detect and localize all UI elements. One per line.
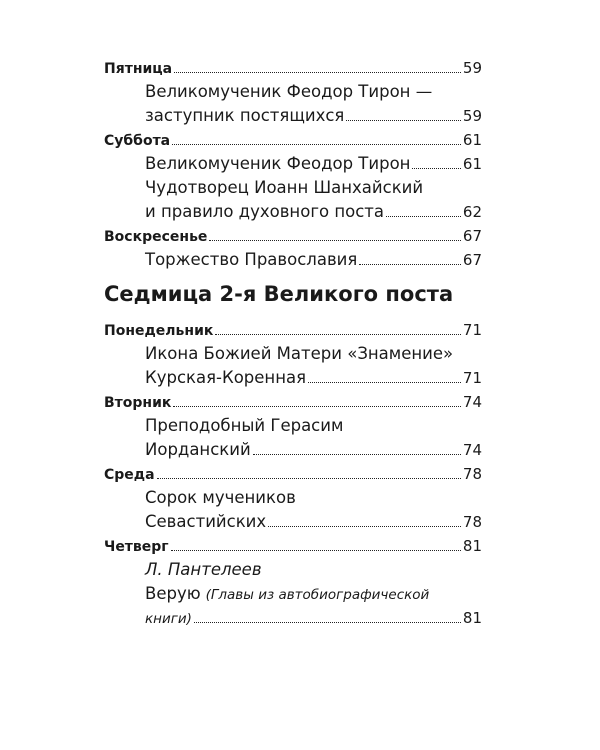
page-number: 71 <box>462 321 482 339</box>
entry-note: книги) <box>145 610 192 627</box>
entry-line: Севастийских <box>145 511 267 531</box>
page-number: 81 <box>462 537 482 555</box>
page-number: 71 <box>462 369 482 387</box>
entry-line: Иорданский <box>145 439 251 459</box>
dot-leader <box>359 264 461 265</box>
entry-line: Икона Божией Матери «Знамение» <box>145 343 454 363</box>
entry-line: заступник постящихся <box>145 105 345 125</box>
page-number: 59 <box>462 59 482 77</box>
dot-leader <box>253 454 461 455</box>
day-label: Четверг <box>104 539 169 555</box>
dot-leader <box>268 526 461 527</box>
page-number: 61 <box>462 131 482 149</box>
dot-leader <box>194 622 461 623</box>
toc-day-monday <box>0 314 600 388</box>
dot-leader <box>215 334 461 335</box>
entry-line: Великомученик Феодор Тирон — <box>145 81 433 101</box>
page-number: 59 <box>462 107 482 125</box>
day-label: Суббота <box>104 133 171 149</box>
page-number: 67 <box>462 251 482 269</box>
day-label: Понедельник <box>104 323 214 339</box>
page-number: 74 <box>462 441 482 459</box>
toc-day-saturday <box>0 124 600 224</box>
entry-title: Верую <box>145 583 201 603</box>
section-title: Седмица 2-я Великого поста <box>104 282 454 306</box>
day-label: Среда <box>104 467 155 483</box>
page-number: 74 <box>462 393 482 411</box>
dot-leader <box>157 478 461 479</box>
dot-leader <box>308 382 461 383</box>
dot-leader <box>209 240 460 241</box>
entry-line: Сорок мучеников <box>145 487 296 507</box>
dot-leader <box>386 216 461 217</box>
dot-leader <box>412 168 460 169</box>
toc-day-friday <box>0 52 600 126</box>
entry-note: (Главы из автобиографической <box>205 586 430 603</box>
page-number: 78 <box>462 513 482 531</box>
dot-leader <box>172 144 461 145</box>
day-label: Вторник <box>104 395 172 411</box>
page-number: 67 <box>462 227 482 245</box>
entry-line: Преподобный Герасим <box>145 415 344 435</box>
dot-leader <box>171 550 461 551</box>
page-number: 62 <box>462 203 482 221</box>
entry-line: и правило духовного поста <box>145 201 385 221</box>
dot-leader <box>346 120 461 121</box>
entry-line: Торжество Православия <box>145 249 358 269</box>
author-name: Л. Пантелеев <box>145 559 262 579</box>
toc-day-tuesday <box>0 386 600 460</box>
toc-day-thursday <box>0 530 600 630</box>
dot-leader <box>174 72 461 73</box>
page-number: 61 <box>462 155 482 173</box>
page-number: 78 <box>462 465 482 483</box>
entry-line: Курская-Коренная <box>145 367 307 387</box>
day-label: Воскресенье <box>104 229 208 245</box>
entry-line: Чудотворец Иоанн Шанхайский <box>145 177 424 197</box>
dot-leader <box>173 406 460 407</box>
entry-line: Великомученик Феодор Тирон <box>145 153 411 173</box>
toc-day-wednesday <box>0 458 600 532</box>
toc-day-sunday <box>0 220 600 270</box>
page-number: 81 <box>462 609 482 627</box>
day-label: Пятница <box>104 61 173 77</box>
